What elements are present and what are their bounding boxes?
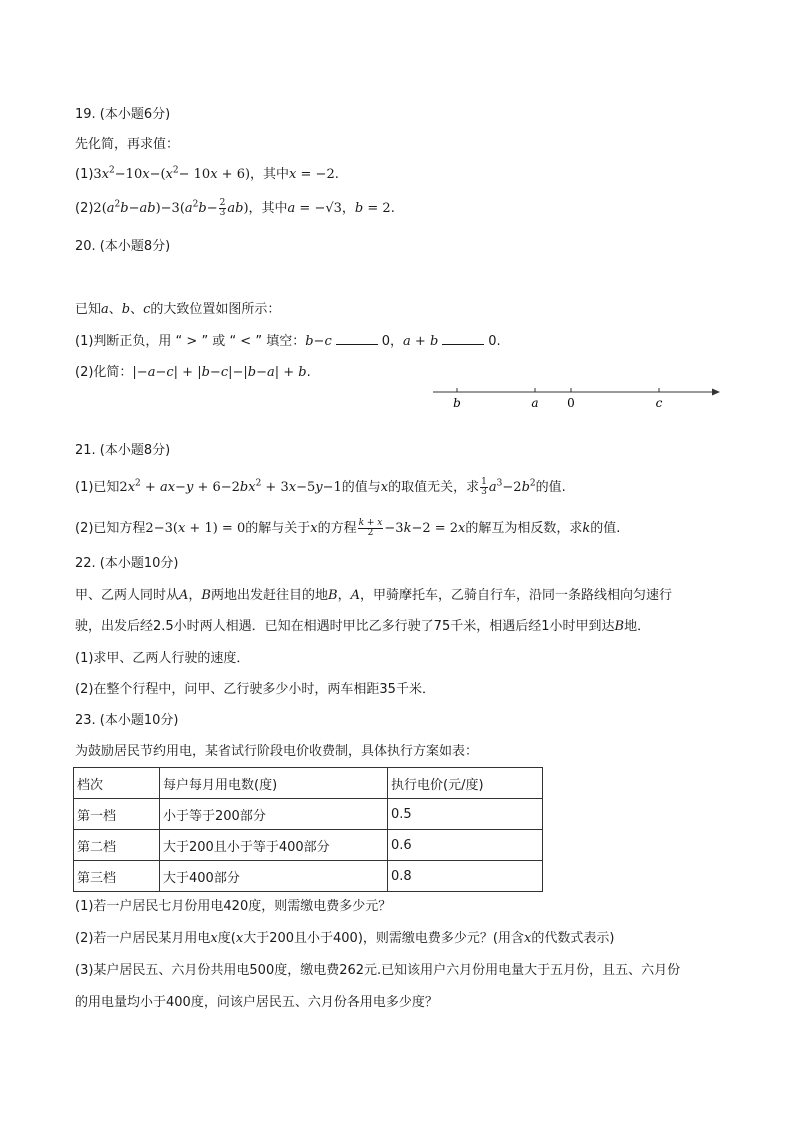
q19-header: 19. (本小题6分)	[75, 107, 171, 122]
label-b: b	[453, 396, 461, 410]
q20-header: 20. (本小题8分)	[75, 239, 171, 254]
table-row	[74, 861, 543, 892]
label-c: c	[655, 396, 663, 410]
number-line-arrow	[712, 389, 720, 396]
q19-part1: $(1)3x^2-10x-(x^2- 10x + 6)$，其中x = −2.	[75, 165, 339, 182]
table-cell: 0.5	[388, 799, 543, 830]
table-row	[74, 799, 543, 830]
q20-part2: (2)化简：|−a−c| + |b−c|−|b−a| + b.	[75, 365, 311, 380]
table-header-cell: 执行电价(元/度)	[388, 768, 543, 799]
number-line	[430, 378, 726, 412]
table-cell: 0.6	[388, 830, 543, 861]
q22-part2: (2)在整个行程中，问甲、乙行驶多少小时，两车相距35千米．	[75, 682, 435, 697]
q22-text-line2: 驶，出发后经2.5小时两人相遇．已知在相遇时甲比乙多行驶了75千米，相遇后经1小时甲到达B地．	[75, 619, 651, 634]
q22-header: 22. (本小题10分)	[75, 556, 179, 571]
q23-header: 23. (本小题10分)	[75, 713, 179, 728]
label-a: a	[531, 396, 539, 410]
q20-intro: 已知a、b、c的大致位置如图所示：	[75, 302, 281, 317]
q23-intro: 为鼓励居民节约用电，某省试行阶段电价收费制，具体执行方案如表：	[75, 744, 479, 759]
table-cell: 第三档	[74, 861, 160, 892]
answer-blank-1[interactable]	[336, 332, 378, 345]
table-cell: 第一档	[74, 799, 160, 830]
table-cell: 大于200且小于等于400部分	[160, 830, 388, 861]
q21-part1: (1)已知$2x^2 + ax-y + 6-2bx^2 + 3x-5y-1$的值与x的取值无关，求 $\frac{1}{3}$ $a^3-2b^2$的值.	[75, 477, 566, 497]
q23-part3-line1: (3)某户居民五、六月份共用电500度，缴电费262元.已知该用户六月份用电量大于五月份，且五、六月份	[75, 963, 681, 978]
q22-text-line1: 甲、乙两人同时从A，B两地出发赶往目的地B，A，甲骑摩托车，乙骑自行车，沿同一条路线相向匀速行	[75, 588, 672, 603]
q23-part3-line2: 的用电量均小于400度，问该户居民五、六月份各用电多少度？	[75, 995, 438, 1010]
table-header-row	[74, 768, 543, 799]
table-cell: 大于400部分	[160, 861, 388, 892]
q21-part2: (2)已知方程2−3(x + 1) = 0的解与关于x的方程 $\frac{k + x}{2}$ −3k−2 = 2x的解互为相反数，求k的值.	[75, 518, 621, 538]
q22-part1: (1)求甲、乙两人行驶的速度．	[75, 651, 250, 666]
q21-header: 21. (本小题8分)	[75, 443, 171, 458]
table-cell: 小于等于200部分	[160, 799, 388, 830]
q23-part1: (1)若一户居民七月份用电420度，则需缴电费多少元？	[75, 899, 392, 914]
label-zero: 0	[567, 396, 575, 410]
table-cell: 第二档	[74, 830, 160, 861]
answer-blank-2[interactable]	[442, 332, 484, 345]
table-row	[74, 830, 543, 861]
table-cell: 0.8	[388, 861, 543, 892]
q19-intro: 先化简，再求值：	[75, 137, 180, 152]
q23-part2: (2)若一户居民某月用电x度(x大于200且小于400)，则需缴电费多少元？(用含x的代数式表示)	[75, 931, 615, 946]
table-header-cell: 每户每月用电数(度)	[160, 768, 388, 799]
q19-part2: $(2)2(a^2b-ab)-3(a^2b-$ $\frac{2}{3}$ ab)，其中a = −√3，b = 2.	[75, 198, 395, 218]
tariff-table	[73, 767, 543, 892]
table-header-cell: 档次	[74, 768, 160, 799]
q20-part1: (1)判断正负，用 “ > ” 或 “ < ” 填空：b−c 0，a + b 0.	[75, 334, 501, 349]
